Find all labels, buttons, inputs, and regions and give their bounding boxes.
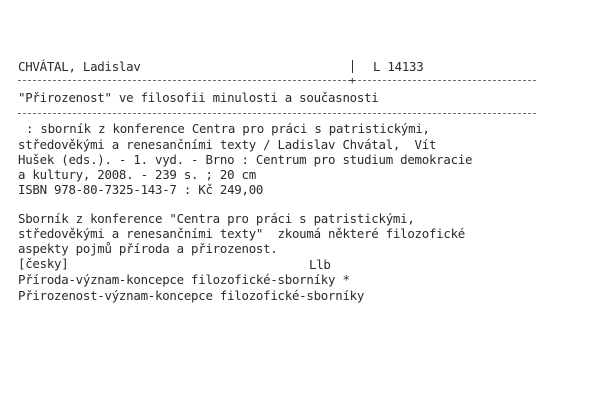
header-rule (18, 80, 536, 81)
header-divider (352, 60, 353, 73)
description-line-1: : sborník z konference Centra pro práci s patristickými, (26, 121, 430, 136)
abstract-line-1: Sborník z konference "Centra pro práci s patristickými, (18, 211, 415, 226)
title-line: "Přirozenost" ve filosofii minulosti a současnosti (18, 90, 379, 105)
abstract-line-2: středověkými a renesančními texty" zkoumá některé filozofické (18, 226, 466, 241)
language-note: [česky] (18, 256, 69, 271)
classification-code: Llb (309, 257, 331, 272)
description-line-2: středověkými a renesančními texty / Ladislav Chvátal, Vít (18, 137, 437, 152)
description-line-4: a kultury, 2008. - 239 s. ; 20 cm (18, 167, 256, 182)
description-line-3: Hušek (eds.). - 1. vyd. - Brno : Centrum pro studium demokracie (18, 152, 473, 167)
call-number: L 14133 (373, 59, 424, 74)
rule-cross: + (349, 74, 356, 87)
abstract-line-3: aspekty pojmů příroda a přirozenost. (18, 241, 278, 256)
title-rule (18, 113, 536, 114)
subject-heading-2: Přirozenost-význam-koncepce filozofické-sborníky (18, 288, 365, 303)
isbn-price-line: ISBN 978-80-7325-143-7 : Kč 249,00 (18, 182, 264, 197)
author-heading: CHVÁTAL, Ladislav (18, 59, 141, 74)
subject-heading-1: Příroda-význam-koncepce filozofické-sborníky * (18, 272, 350, 287)
